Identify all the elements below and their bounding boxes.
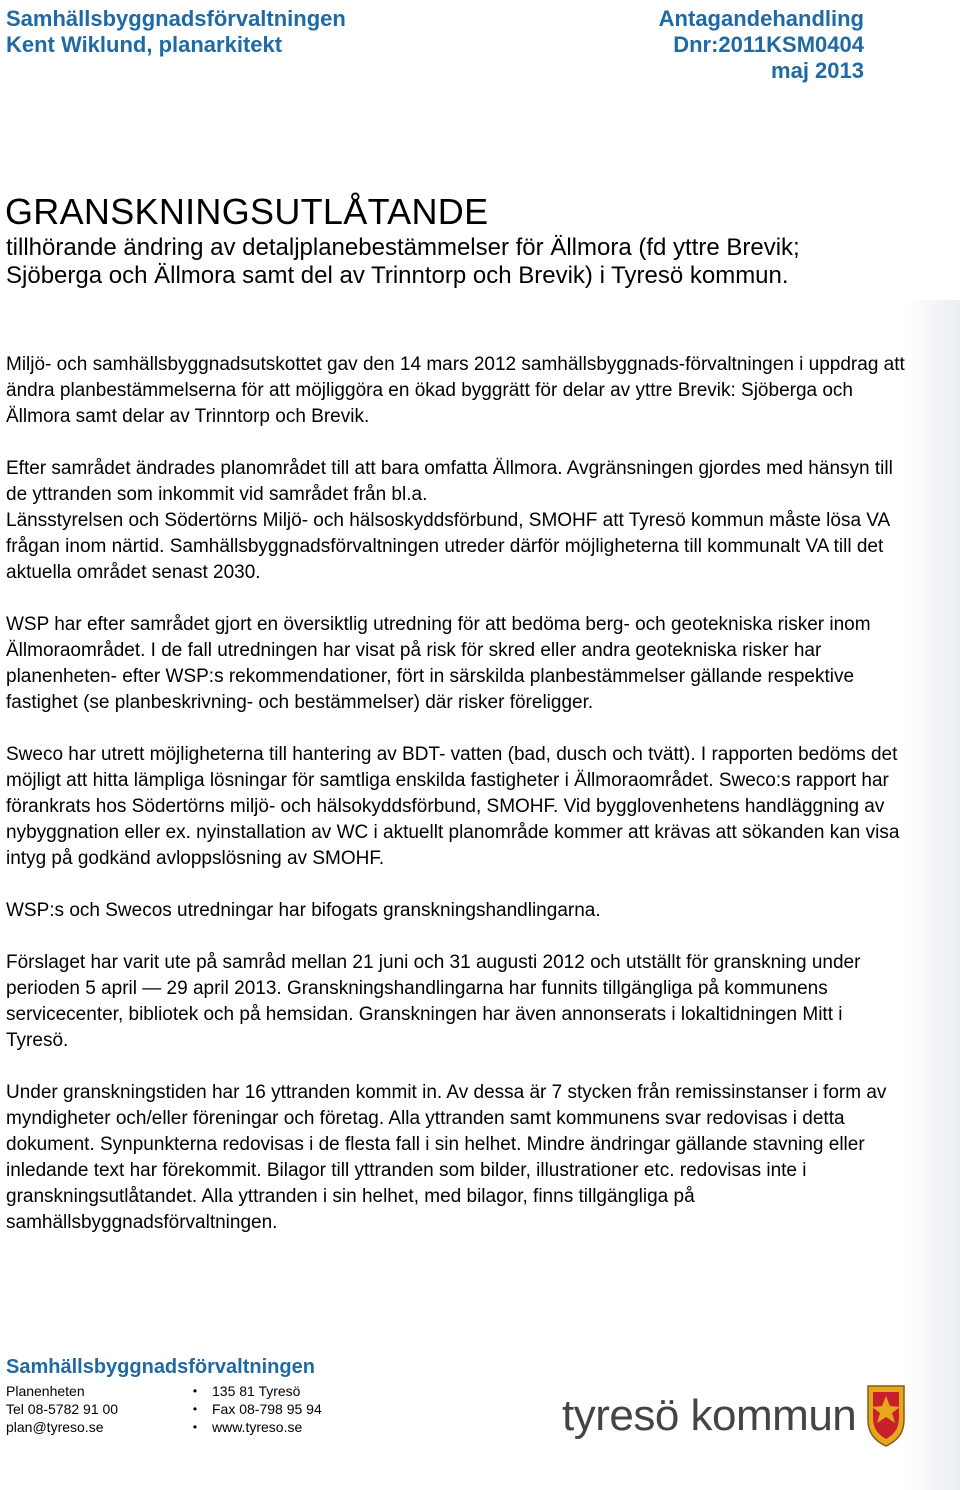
paragraph-consultation: Förslaget har varit ute på samråd mellan 21 juni och 31 augusti 2012 och utställt för granskning under perioden 5 april — 29 april 2013. Granskningshandlingarna har funnits tillgängliga på kommunens servicecenter, bibliotek och på hemsidan. Granskningen har även annonserats i lokaltidningen Mitt i Tyresö. [6, 952, 861, 1051]
header-left [6, 6, 346, 58]
document-body [6, 352, 906, 1262]
footer-bullet: • [192, 1420, 198, 1434]
paragraph-wsp-investigation: WSP har efter samrådet gjort en översiktlig utredning för att bedöma berg- och geotekniska risker inom Ällmoraområdet. I de fall utredningen har visat på risk för skred eller andra geotekniska risker har planenheten- efter WSP:s rekommendationer, fört in särskilda planbestämmelser gällande respektive fastighet (se planbeskrivning- och bestämmelser) där risker föreligger. [6, 614, 871, 713]
header-dnr: Dnr:2011KSM0404 [673, 32, 864, 57]
header-org: Samhällsbyggnadsförvaltningen [6, 6, 346, 31]
logo-wordmark: tyresö kommun [562, 1391, 857, 1440]
header-right [659, 6, 864, 84]
header-date: maj 2013 [771, 58, 864, 83]
footer-website[interactable]: www.tyreso.se [212, 1419, 303, 1435]
footer-address: 135 81 Tyresö [212, 1383, 301, 1399]
paragraph-assignment: Miljö- och samhällsbyggnadsutskottet gav den 14 mars 2012 samhällsbyggnads-förvaltningen i uppdrag att ändra planbestämmelserna för att möjliggöra en ökad byggrätt för delar av yttre Brevik: Sjöberga och Ällmora samt delar av Trinntorp och Brevik. [6, 354, 905, 427]
document-subtitle: tillhörande ändring av detaljplanebestämmelser för Ällmora (fd yttre Brevik; Sjöberga och Ällmora samt del av Trinntorp och Brevik) i Tyresö kommun. [6, 234, 800, 289]
coat-of-arms-icon [865, 1382, 907, 1448]
footer-row [6, 1418, 322, 1436]
footer-bullet: • [192, 1402, 198, 1416]
footer-row [6, 1382, 322, 1400]
footer-contact [6, 1382, 322, 1436]
paragraph-sweco-investigation: Sweco har utrett möjligheterna till hantering av BDT- vatten (bad, dusch och tvätt). I rapporten bedöms det möjligt att hitta lämpliga lösningar för samtliga enskilda fastigheter i Ällmoraområdet. Sweco:s rapport har förankrats hos Södertörns miljö- och hälsokyddsförbund, SMOHF. Vid bygglovenhetens handläggning av nybyggnation eller ex. nyinstallation av WC i aktuellt planområde kommer att krävas att sökanden kan visa intyg på godkänd avloppslösning av SMOHF. [6, 744, 900, 869]
footer-email[interactable]: plan@tyreso.se [6, 1419, 104, 1435]
paragraph-water-sewage: Länsstyrelsen och Södertörns Miljö- och hälsoskyddsförbund, SMOHF att Tyresö kommun måste lösa VA frågan inom närtid. Samhällsbyggnadsförvaltningen utreder därför möjligheterna till kommunalt VA till det aktuella området senast 2030. [6, 510, 890, 583]
footer-bullet: • [192, 1384, 198, 1398]
tyreso-kommun-logo [562, 1378, 907, 1458]
footer-fax: Fax 08-798 95 94 [212, 1401, 322, 1417]
footer-phone: Tel 08-5782 91 00 [6, 1401, 119, 1417]
footer-org: Samhällsbyggnadsförvaltningen [6, 1356, 315, 1378]
paragraph-statements: Under granskningstiden har 16 yttranden kommit in. Av dessa är 7 stycken från remissinstanser i form av myndigheter och/eller föreningar och företag. Alla yttranden samt kommunens svar redovisas i detta dokument. Synpunkterna redovisas i de flesta fall i sin helhet. Mindre ändringar gällande stavning eller inledande text har förekommit. Bilagor till yttranden som bilder, illustrationer etc. redovisas inte i granskningsutlåtandet. Alla yttranden i sin helhet, med bilagor, finns tillgängliga på samhällsbyggnadsförvaltningen. [6, 1082, 887, 1233]
footer-row [6, 1400, 322, 1418]
footer-unit: Planenheten [6, 1383, 85, 1399]
paragraph-attachments: WSP:s och Swecos utredningar har bifogats granskningshandlingarna. [6, 900, 601, 921]
header-doc-type: Antagandehandling [658, 6, 864, 31]
paragraph-plan-area: Efter samrådet ändrades planområdet till att bara omfatta Ällmora. Avgränsningen gjordes med hänsyn till de yttranden som inkommit vid samrådet från bl.a. [6, 458, 893, 505]
document-title: GRANSKNINGSUTLÅTANDE [5, 191, 489, 232]
page-edge-shadow [905, 300, 960, 1490]
header-author: Kent Wiklund, planarkitekt [6, 32, 283, 57]
